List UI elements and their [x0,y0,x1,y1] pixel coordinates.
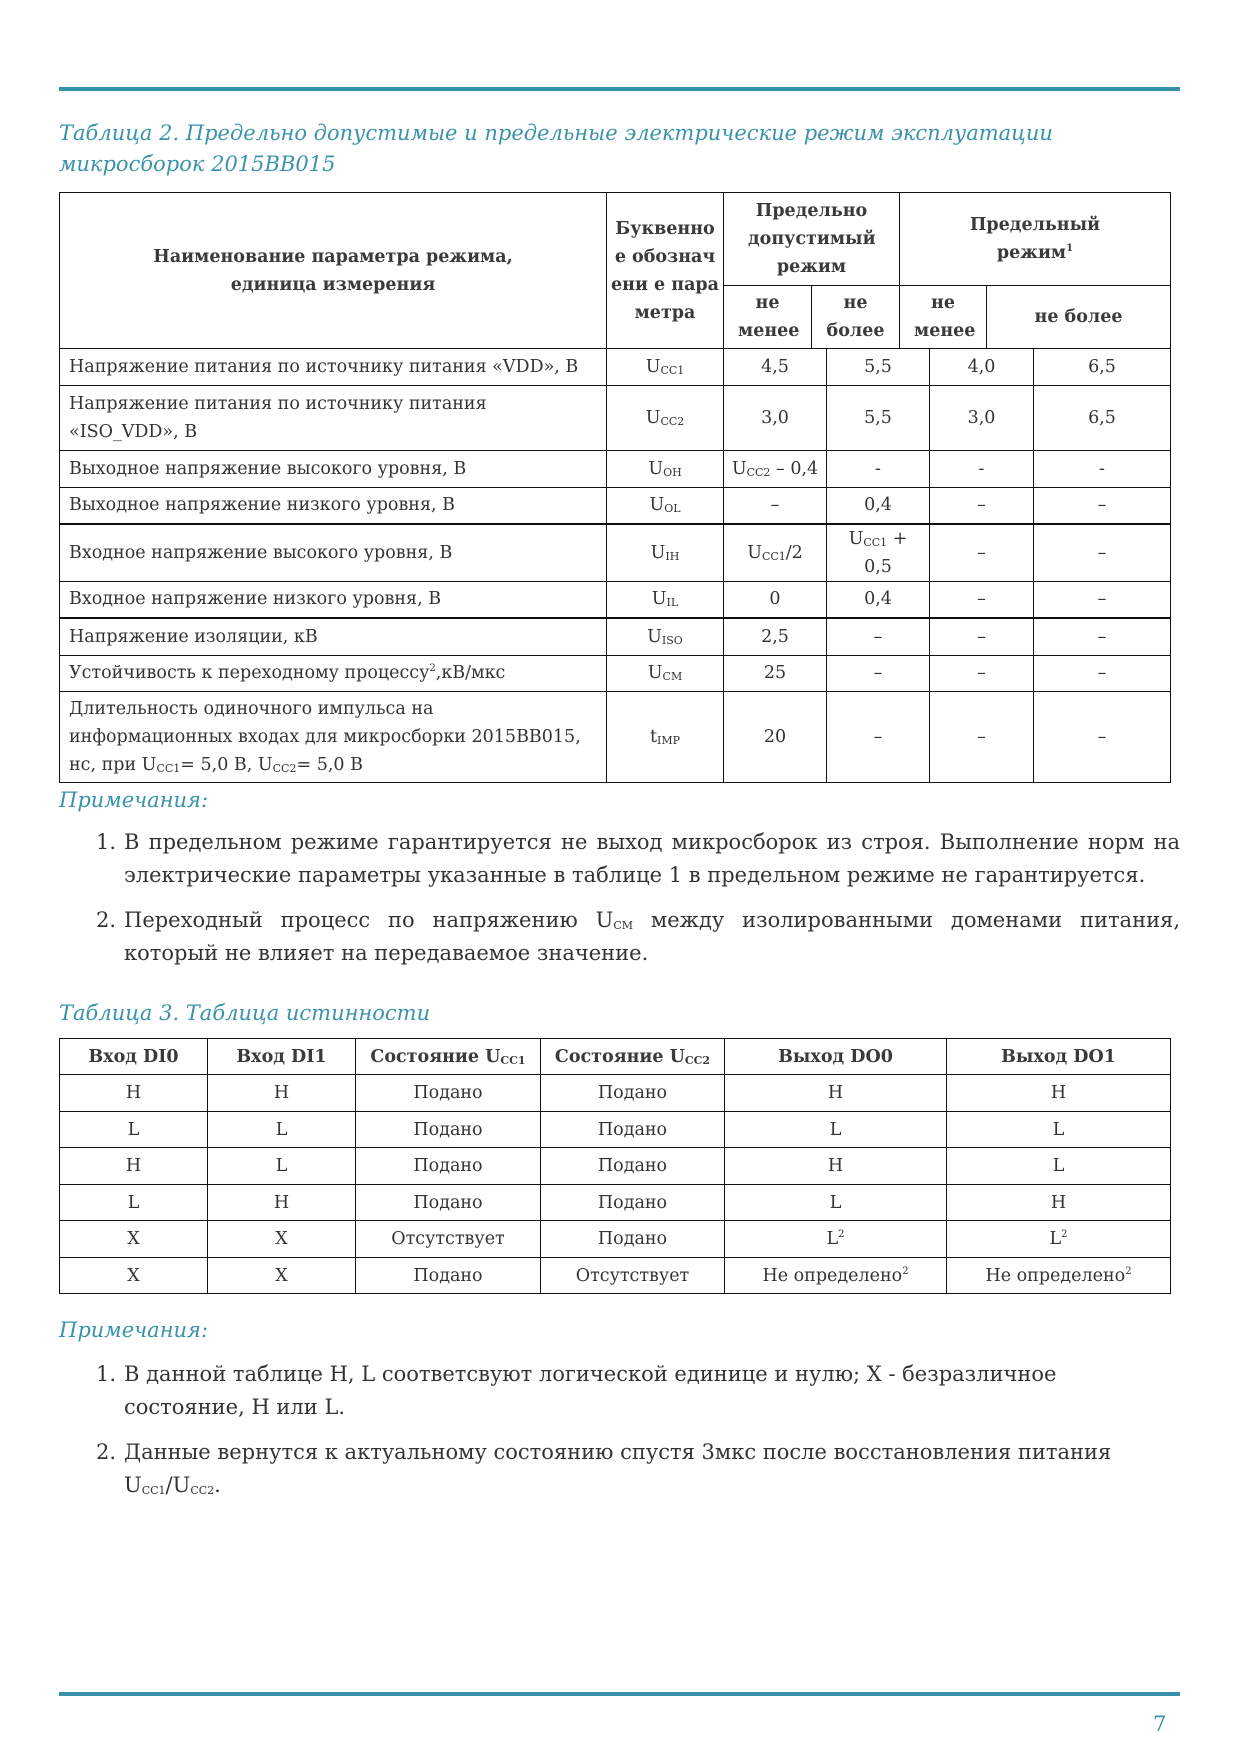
header-ucc1-state: Состояние $U_{CC1}$ [356,1039,541,1075]
header-symbol: Буквенное обозначени е параметра [607,193,724,349]
header-limit-min: не менее [900,286,987,349]
header-permissible-min: не менее [724,286,812,349]
table-row: Напряжение питания по источнику питания «VDD», В $U_{CC1}$ 4,5 5,5 4,0 6,5 [60,349,1171,386]
table2-caption: Таблица 2. Предельно допустимые и предельные электрические режим эксплуатации микросборок 2015ВВ015 [59,121,1053,176]
table-row: Устойчивость к переходному процессу$^2$,кВ/мкс $U_{CM}$ 25 – – – [60,655,1171,691]
table-row: H L Подано Подано H L [60,1148,1171,1185]
footer-rule [59,1692,1180,1696]
table-header-row [60,1039,1171,1075]
table-row: X X Отсутствует Подано $L^2$ $L^2$ [60,1221,1171,1258]
header-di0: Вход DI0 [60,1039,208,1075]
table3-truth-table [59,1038,1171,1294]
page-number: 7 [1153,1712,1167,1736]
header-rule [59,87,1180,91]
note-item: 1. В данной таблице H, L соответсвуют логической единице и нулю; X - безразличное состояние, H или L. [96,1362,1057,1419]
header-ucc2-state: Состояние $U_{CC2}$ [541,1039,725,1075]
header-do0: Выход DO0 [725,1039,947,1075]
header-limit-mode: Предельный режим$^1$ [900,193,1171,286]
note-item: 2. Данные вернутся к актуальному состоянию спустя 3мкс после восстановления питания $U_{CC1}/U_{CC2}$. [96,1440,1112,1497]
notes1-title: Примечания: [59,788,209,812]
header-di1: Вход DI1 [208,1039,356,1075]
header-permissible-mode: Предельно допустимый режим [724,193,900,286]
table-row: Входное напряжение высокого уровня, В $U_{IH}$ $U_{CC1}/2$ $U_{CC1} + 0,5$ – – [60,524,1171,582]
note-item: 1. В предельном режиме гарантируется не выход микросборок из строя. Выполнение норм на электрические параметры указанные в таблице 1 в предельном режиме не гарантируется. [96,830,1180,887]
note-item: 2. Переходный процесс по напряжению $U_{CM}$ между изолированными доменами питания, который не влияет на передаваемое значение. [96,908,1180,965]
header-permissible-max: не более [812,286,900,349]
notes2-list [59,1358,1180,1514]
header-do1: Выход DO1 [947,1039,1171,1075]
table-row: Выходное напряжение высокого уровня, В $U_{OH}$ $U_{CC2} - 0,4$ - - - [60,451,1171,488]
table-row: Напряжение питания по источнику питания «ISO_VDD», В $U_{CC2}$ 3,0 5,5 3,0 6,5 [60,386,1171,451]
table-row: Длительность одиночного импульса на информационных входах для микросборки 2015ВВ015, нс, при $U_{CC1}= 5,0$ В, $U_{CC2}= 5,0$ В $t_{IMP}$ 20 – – – [60,691,1171,782]
header-param-name: Наименование параметра режима, единица измерения [60,193,607,349]
table-row: Входное напряжение низкого уровня, В $U_{IL}$ 0 0,4 – – [60,581,1171,618]
table2-body [59,348,1171,783]
table-row: L H Подано Подано L H [60,1185,1171,1221]
table-row: H H Подано Подано H H [60,1075,1171,1112]
table-row: Выходное напряжение низкого уровня, В $U_{OL}$ – 0,4 – – [60,488,1171,524]
table2-electrical-limits [59,192,1171,349]
notes1-list [59,826,1180,982]
notes2-title: Примечания: [59,1318,209,1342]
table-row: Напряжение изоляции, кВ $U_{ISO}$ 2,5 – – – [60,618,1171,655]
table-row: X X Подано Отсутствует Не определено$^2$ Не определено$^2$ [60,1258,1171,1294]
table-row: L L Подано Подано L L [60,1112,1171,1148]
header-limit-max: не более [987,286,1171,349]
table3-caption: Таблица 3. Таблица истинности [59,1001,431,1025]
